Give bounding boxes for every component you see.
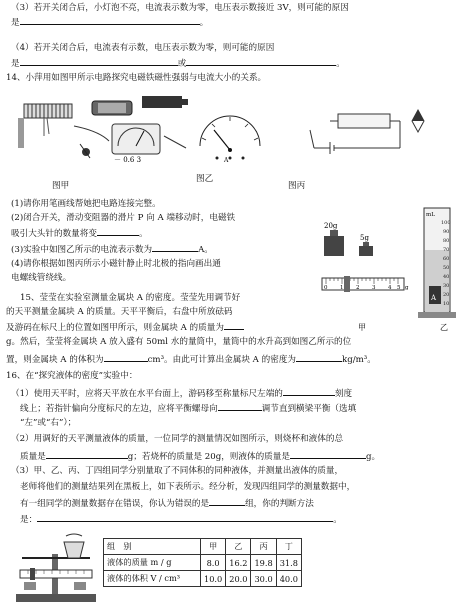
answer-blank[interactable] — [104, 352, 148, 362]
ammeter-terminals: － 0.6 3 — [114, 156, 142, 164]
weights-figure — [324, 222, 373, 256]
table-cell: 8.0 — [201, 555, 226, 571]
cylinder-tick: 10 — [443, 301, 450, 307]
cylinder-tick: 100 — [441, 220, 451, 226]
answer-blank[interactable] — [218, 401, 262, 411]
cylinder-tick: 50 — [443, 265, 450, 271]
q14-item-1: (1)请你用笔画线帮她把电路连接完整。 — [11, 199, 161, 209]
q14-item-3: (3)实验中如图乙所示的电流表示数为 A。 — [11, 242, 467, 256]
answer-blank[interactable] — [20, 56, 178, 66]
answer-blank[interactable] — [296, 352, 342, 362]
table-header-row — [104, 539, 302, 555]
cylinder-tick: 70 — [443, 247, 450, 253]
table-row — [104, 571, 302, 587]
ruler-tick-3: 3 — [372, 285, 376, 291]
table-cell: 19.8 — [251, 555, 276, 571]
answer-blank[interactable] — [46, 449, 128, 459]
question-16-part-2-cont: 质量是 g；若烧杯的质量是 20g，则液体的质量是 g。 — [20, 449, 467, 463]
question-15-line-2: 的天平测量金属块 A 的质量。天平平衡后，右盘中所放砝码 — [6, 307, 233, 317]
question-15-line-1: 15、莹莹在实验室测量金属块 A 的密度。莹莹先用调节好 — [20, 293, 241, 303]
metal-block-label: A — [431, 294, 437, 302]
table-header-cell: 组 别 — [104, 539, 201, 555]
table-cell: 液体的体积 V / cm³ — [104, 571, 201, 587]
circuit-figures — [14, 86, 448, 196]
ruler-unit: g — [405, 285, 409, 291]
question-16-part-3: （3）甲、乙、丙、丁四组同学分别量取了不同体积的同种液体，并测量出液体的质量， — [11, 466, 344, 476]
question-4-line: （4）若开关闭合后，电流表有示数，电压表示数为零，则可能的原因 — [11, 43, 275, 53]
table-row — [104, 555, 302, 571]
question-15-line-5: 置，则金属块 A 的体积为 cm³。由此可计算出金属块 A 的密度为 kg/m³。 — [6, 352, 462, 366]
question-16-part-3-cont-3: 是： 。 — [20, 512, 467, 526]
question-4-answer-line: 是 或 。 — [11, 56, 467, 70]
answer-blank[interactable] — [152, 242, 198, 252]
question-15-line-4: g。然后，莹莹将金属块 A 放入盛有 50ml 水的量筒中，量筒中的水升高到如图乙所示的位 — [6, 337, 352, 347]
table-cell: 10.0 — [201, 571, 226, 587]
question-15-line-3: 及游码在标尺上的位置如图甲所示，则金属块 A 的质量为 — [6, 320, 462, 334]
answer-blank[interactable] — [209, 496, 245, 506]
ruler-tick-4: 4 — [388, 285, 392, 291]
question-16-part-2: （2）用调好的天平测量液体的质量，一位同学的测量情况如图所示，则烧杯和液体的总 — [11, 434, 344, 444]
table-cell: 31.8 — [276, 555, 301, 571]
density-figures — [318, 206, 464, 338]
table-cell: 30.0 — [251, 571, 276, 587]
cylinder-tick: 60 — [443, 256, 450, 262]
table-cell: 40.0 — [276, 571, 301, 587]
table-cell: 16.2 — [226, 555, 251, 571]
question-3-answer-line: 是 。 — [11, 15, 467, 29]
table-header-cell: 乙 — [226, 539, 251, 555]
cylinder-tick: 40 — [443, 274, 450, 280]
q14-item-4-cont: 电螺线管绕线。 — [11, 273, 72, 283]
answer-blank[interactable] — [283, 386, 335, 396]
figure-yi-caption: 图乙 — [196, 174, 214, 184]
question-3-line: （3）若开关闭合后，小灯泡不亮，电流表示数为零，电压表示数接近 3V，则可能的原因 — [11, 3, 349, 13]
figure-bing-caption: 图丙 — [288, 181, 306, 191]
table-header-cell: 丙 — [251, 539, 276, 555]
electromagnet-circuit-figure — [18, 96, 188, 164]
ruler-tick-5: 5 — [397, 285, 401, 291]
weight-5g-label: 5g — [360, 234, 369, 242]
liquid-density-table — [103, 538, 302, 587]
answer-blank[interactable] — [97, 226, 139, 236]
answer-blank[interactable] — [290, 449, 366, 459]
balance-figure — [14, 532, 98, 608]
question-16-title: 16、在“探究液体的密度”实验中： — [6, 371, 138, 381]
question-14-title: 14、小萍用如图甲所示电路探究电磁铁磁性强弱与电流大小的关系。 — [6, 73, 267, 83]
svg-text:A: A — [224, 157, 229, 164]
answer-blank[interactable] — [20, 15, 200, 25]
table-header-cell: 甲 — [201, 539, 226, 555]
cylinder-tick: 30 — [443, 283, 450, 289]
rider-ruler — [322, 276, 409, 292]
question-16-part-1-cont: 线上；若指针偏向分度标尺的左边，应将平衡螺母向 调节直到横梁平衡（选填 — [20, 401, 467, 415]
answer-blank[interactable] — [224, 320, 244, 330]
ruler-tick-0: 0 — [324, 285, 328, 291]
ammeter-dial-figure — [200, 116, 260, 164]
question-16-part-1: （1）使用天平时，应将天平放在水平台面上，游码移至称量标尺左端的 刻度 — [11, 386, 467, 400]
question-16-part-3-cont-1: 老师将他们的测量结果列在黑板上，如下表所示。经分析，发现四组同学的测量数据中， — [20, 482, 356, 492]
cylinder-tick: 80 — [443, 238, 450, 244]
answer-blank[interactable] — [186, 56, 336, 66]
table-cell: 液体的质量 m / g — [104, 555, 201, 571]
q14-item-2-cont: 吸引大头针的数量将变 。 — [11, 226, 467, 240]
cylinder-tick: 20 — [443, 292, 450, 298]
weight-20g-label: 20g — [324, 222, 338, 230]
question-16-part-3-cont-2: 有一组同学的测量数据存在错误，你认为错误的是 组，你的判断方法 — [20, 496, 467, 510]
ruler-tick-1: 1 — [340, 285, 344, 291]
cylinder-unit: mL — [426, 212, 435, 218]
figure-jia-label: 甲 — [358, 323, 366, 332]
cylinder-tick: 90 — [443, 229, 450, 235]
figure-yi-label: 乙 — [440, 323, 448, 332]
q14-item-2: (2)闭合开关，滑动变阻器的滑片 P 向 A 端移动时，电磁铁 — [11, 213, 236, 223]
question-16-part-1-options: “左”或“右”）； — [20, 418, 77, 428]
solenoid-compass-figure — [310, 110, 424, 154]
figure-jia-caption: 图甲 — [52, 181, 70, 191]
table-header-cell: 丁 — [276, 539, 301, 555]
table-cell: 20.0 — [226, 571, 251, 587]
answer-blank[interactable] — [37, 512, 333, 522]
q14-item-4: (4)请你根据如图丙所示小磁针静止时北极的指向画出通 — [11, 259, 221, 269]
ruler-tick-2: 2 — [356, 285, 360, 291]
